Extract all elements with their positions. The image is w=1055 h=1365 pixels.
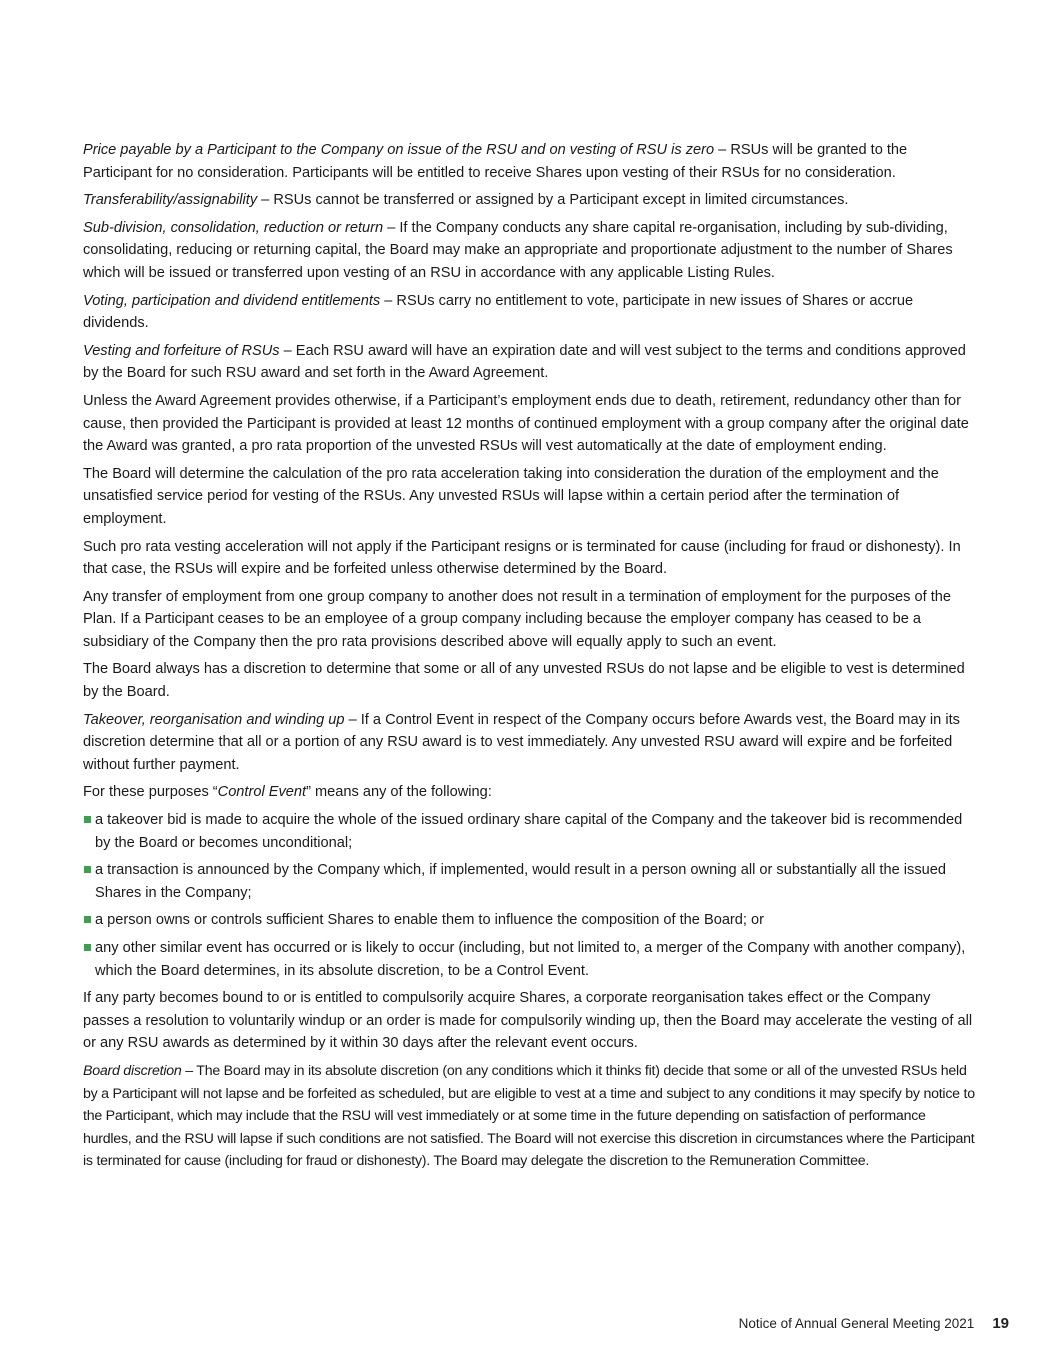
document-body [83, 139, 975, 1178]
paragraph-voting: Voting, participation and dividend entitlements – RSUs carry no entitlement to vote, participate in new issues of Shares or accrue dividends. [83, 292, 914, 332]
control-event-list [83, 809, 975, 982]
list-item: a transaction is announced by the Company which, if implemented, would result in a person owning all or substantially all the issued Shares in the Company; [83, 859, 975, 904]
list-item: a person owns or controls sufficient Shares to enable them to influence the composition of the Board; or [83, 909, 975, 932]
paragraph-transfer-employment: Any transfer of employment from one group company to another does not result in a termination of employment for the purposes of the Plan. If a Participant ceases to be an employee of a group company including because the employer company has ceased to be a subsidiary of the Company then the pro rata provisions described above will equally apply to such an event. [83, 588, 951, 650]
paragraph-board-discretion: Board discretion – The Board may in its absolute discretion (on any conditions which it thinks fit) decide that some or all of the unvested RSUs held by a Participant will not lapse and be forfeited as scheduled, but are eligible to vest at a time and subject to any conditions it may specify by notice to the Participant, which may include that the RSU will vest immediately or at some time in the future depending on satisfaction of performance hurdles, and the RSU will lapse if such conditions are not satisfied. The Board will not exercise this discretion in circumstances where the Participant is terminated for cause (including for fraud or dishonesty). The Board may delegate the discretion to the Remuneration Committee. [83, 1062, 975, 1170]
paragraph-resignation: Such pro rata vesting acceleration will not apply if the Participant resigns or is terminated for cause (including for fraud or dishonesty). In that case, the RSUs will expire and be forfeited unless otherwise determined by the Board. [83, 538, 961, 578]
page-number: 19 [992, 1315, 1009, 1332]
page-footer [739, 1315, 1009, 1332]
paragraph-heading: Voting, participation and dividend entitlements [83, 292, 381, 309]
paragraph-sub-division: Sub-division, consolidation, reduction or return – If the Company conducts any share capital re-organisation, including by sub-dividing, consolidating, reducing or returning capital, the Board may make an appropriate and proportionate adjustment to the number of Shares which will be issued or transferred upon vesting of an RSU in accordance with any applicable Listing Rules. [83, 219, 953, 281]
list-item: any other similar event has occurred or is likely to occur (including, but not limited to, a merger of the Company with another company), which the Board determines, in its absolute discretion, to be a Control Event. [83, 937, 975, 982]
paragraph-heading: Sub-division, consolidation, reduction or return [83, 219, 384, 236]
paragraph-employment-ends: Unless the Award Agreement provides otherwise, if a Participant’s employment ends due to death, retirement, redundancy other than for cause, then provided the Participant is provided at least 12 months of continued employment with a group company after the original date the Award was granted, a pro rata proportion of the unvested RSUs will vest automatically at the date of employment ending. [83, 392, 969, 455]
paragraph-heading: Vesting and forfeiture of RSUs [83, 342, 280, 359]
paragraph-board-discretion-lapse: The Board always has a discretion to determine that some or all of any unvested RSUs do not lapse and be eligible to vest is determined by the Board. [83, 661, 965, 701]
paragraph-price-payable: Price payable by a Participant to the Company on issue of the RSU and on vesting of RSU is zero – RSUs will be granted to the Participant for no consideration. Participants will be entitled to receive Shares upon vesting of their RSUs for no consideration. [83, 142, 908, 181]
paragraph-pro-rata-calculation: The Board will determine the calculation of the pro rata acceleration taking into consideration the duration of the employment and the unsatisfied service period for vesting of the RSUs. Any unvested RSUs will lapse within a certain period after the termination of employment. [83, 465, 939, 527]
square-bullet-icon [84, 944, 91, 951]
paragraph-heading: Transferability/assignability [83, 192, 258, 209]
square-bullet-icon [84, 866, 91, 873]
paragraph-compulsory-acquisition: If any party becomes bound to or is entitled to compulsorily acquire Shares, a corporate reorganisation takes effect or the Company passes a resolution to voluntarily windup or an order is made for compulsorily winding up, then the Board may accelerate the vesting of all or any RSU awards as determined by it within 30 days after the relevant event occurs. [83, 990, 973, 1052]
paragraph-takeover: Takeover, reorganisation and winding up – If a Control Event in respect of the Company occurs before Awards vest, the Board may in its discretion determine that all or a portion of any RSU award is to vest immediately. Any unvested RSU award will expire and be forfeited without further payment. [83, 711, 960, 773]
square-bullet-icon [84, 816, 91, 823]
paragraph-heading: Board discretion [83, 1062, 182, 1079]
footer-title: Notice of Annual General Meeting 2021 [738, 1316, 975, 1331]
paragraph-control-event-definition: For these purposes “Control Event” means any of the following: [83, 784, 492, 801]
paragraph-transferability: Transferability/assignability – RSUs cannot be transferred or assigned by a Participant except in limited circumstances. [83, 192, 849, 209]
paragraph-heading: Takeover, reorganisation and winding up [83, 711, 345, 728]
list-item: a takeover bid is made to acquire the whole of the issued ordinary share capital of the Company and the takeover bid is recommended by the Board or becomes unconditional; [83, 809, 975, 854]
defined-term: Control Event [217, 784, 307, 801]
paragraph-vesting-forfeiture: Vesting and forfeiture of RSUs – Each RSU award will have an expiration date and will vest subject to the terms and conditions approved by the Board for such RSU award and set forth in the Award Agreement. [83, 342, 966, 382]
square-bullet-icon [84, 916, 91, 923]
paragraph-heading: Price payable by a Participant to the Company on issue of the RSU and on vesting of RSU is zero [83, 142, 715, 158]
